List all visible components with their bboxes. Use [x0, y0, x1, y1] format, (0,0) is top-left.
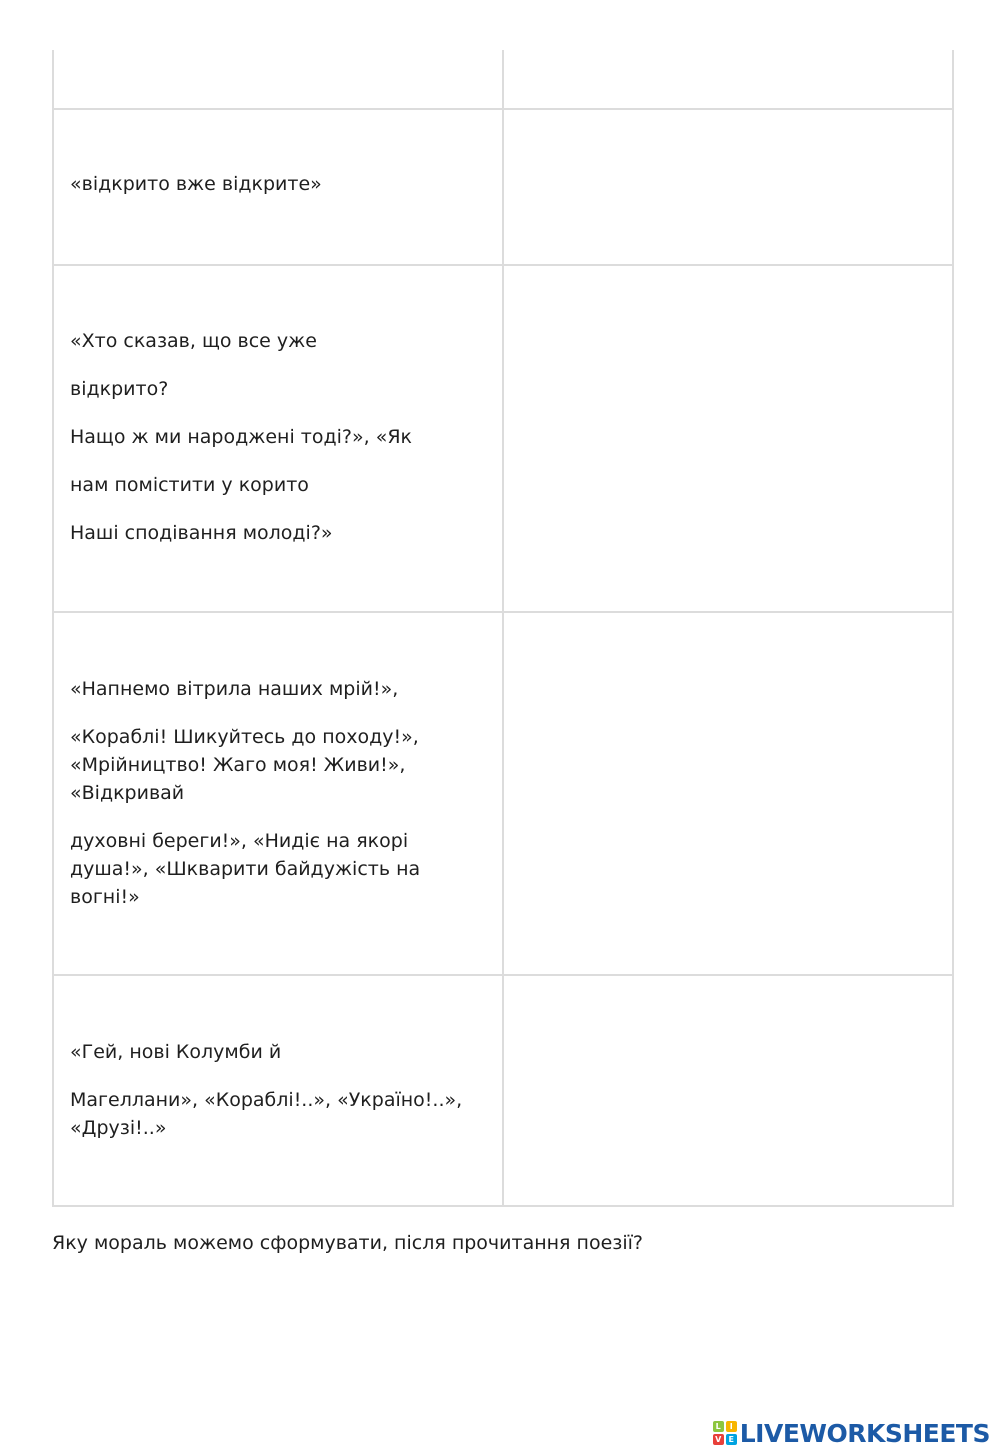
- phrase-cell: [53, 109, 503, 265]
- phrase-text: «Хто сказав, що все уже: [70, 330, 317, 352]
- answer-cell[interactable]: [503, 265, 953, 612]
- logo-letter: E: [726, 1434, 737, 1445]
- table-row: [53, 265, 953, 612]
- phrase-cell: [53, 612, 503, 975]
- phrase-text: Наші сподівання молоді?»: [70, 522, 333, 544]
- logo-letter: V: [713, 1434, 724, 1445]
- liveworksheets-logo: [713, 1418, 990, 1448]
- phrase-text: «Напнемо вітрила наших мрій!»,: [70, 678, 399, 700]
- table-row: [53, 50, 953, 109]
- phrase-text: Нащо ж ми народжені тоді?», «Як: [70, 426, 412, 448]
- worksheet-table: [52, 50, 954, 1207]
- logo-letter: I: [726, 1421, 737, 1432]
- phrase-text: Магеллани», «Кораблі!..», «Україно!..», «Друзі!..»: [70, 1089, 469, 1139]
- phrase-text: «відкрито вже відкрите»: [70, 173, 322, 195]
- table-row: [53, 612, 953, 975]
- phrase-text: «Кораблі! Шикуйтесь до походу!», «Мрійництво! Жаго моя! Живи!», «Відкривай: [70, 726, 425, 804]
- phrase-text: духовні береги!», «Нидіє на якорі душа!», «Шкварити байдужість на вогні!»: [70, 830, 427, 908]
- logo-letter: L: [713, 1421, 724, 1432]
- phrase-cell: [53, 50, 503, 109]
- table-row: [53, 975, 953, 1206]
- phrase-text: «Гей, нові Колумби й: [70, 1041, 282, 1063]
- question-text: Яку мораль можемо сформувати, після прочитання поезії?: [52, 1232, 644, 1254]
- table-row: [53, 109, 953, 265]
- answer-cell[interactable]: [503, 612, 953, 975]
- phrase-text: нам помістити у корито: [70, 474, 309, 496]
- phrase-cell: [53, 265, 503, 612]
- phrase-text: відкрито?: [70, 378, 169, 400]
- answer-cell[interactable]: [503, 50, 953, 109]
- phrase-cell: [53, 975, 503, 1206]
- answer-cell[interactable]: [503, 109, 953, 265]
- answer-cell[interactable]: [503, 975, 953, 1206]
- logo-wordmark: LIVEWORKSHEETS: [739, 1418, 990, 1448]
- logo-mark-icon: [713, 1421, 737, 1445]
